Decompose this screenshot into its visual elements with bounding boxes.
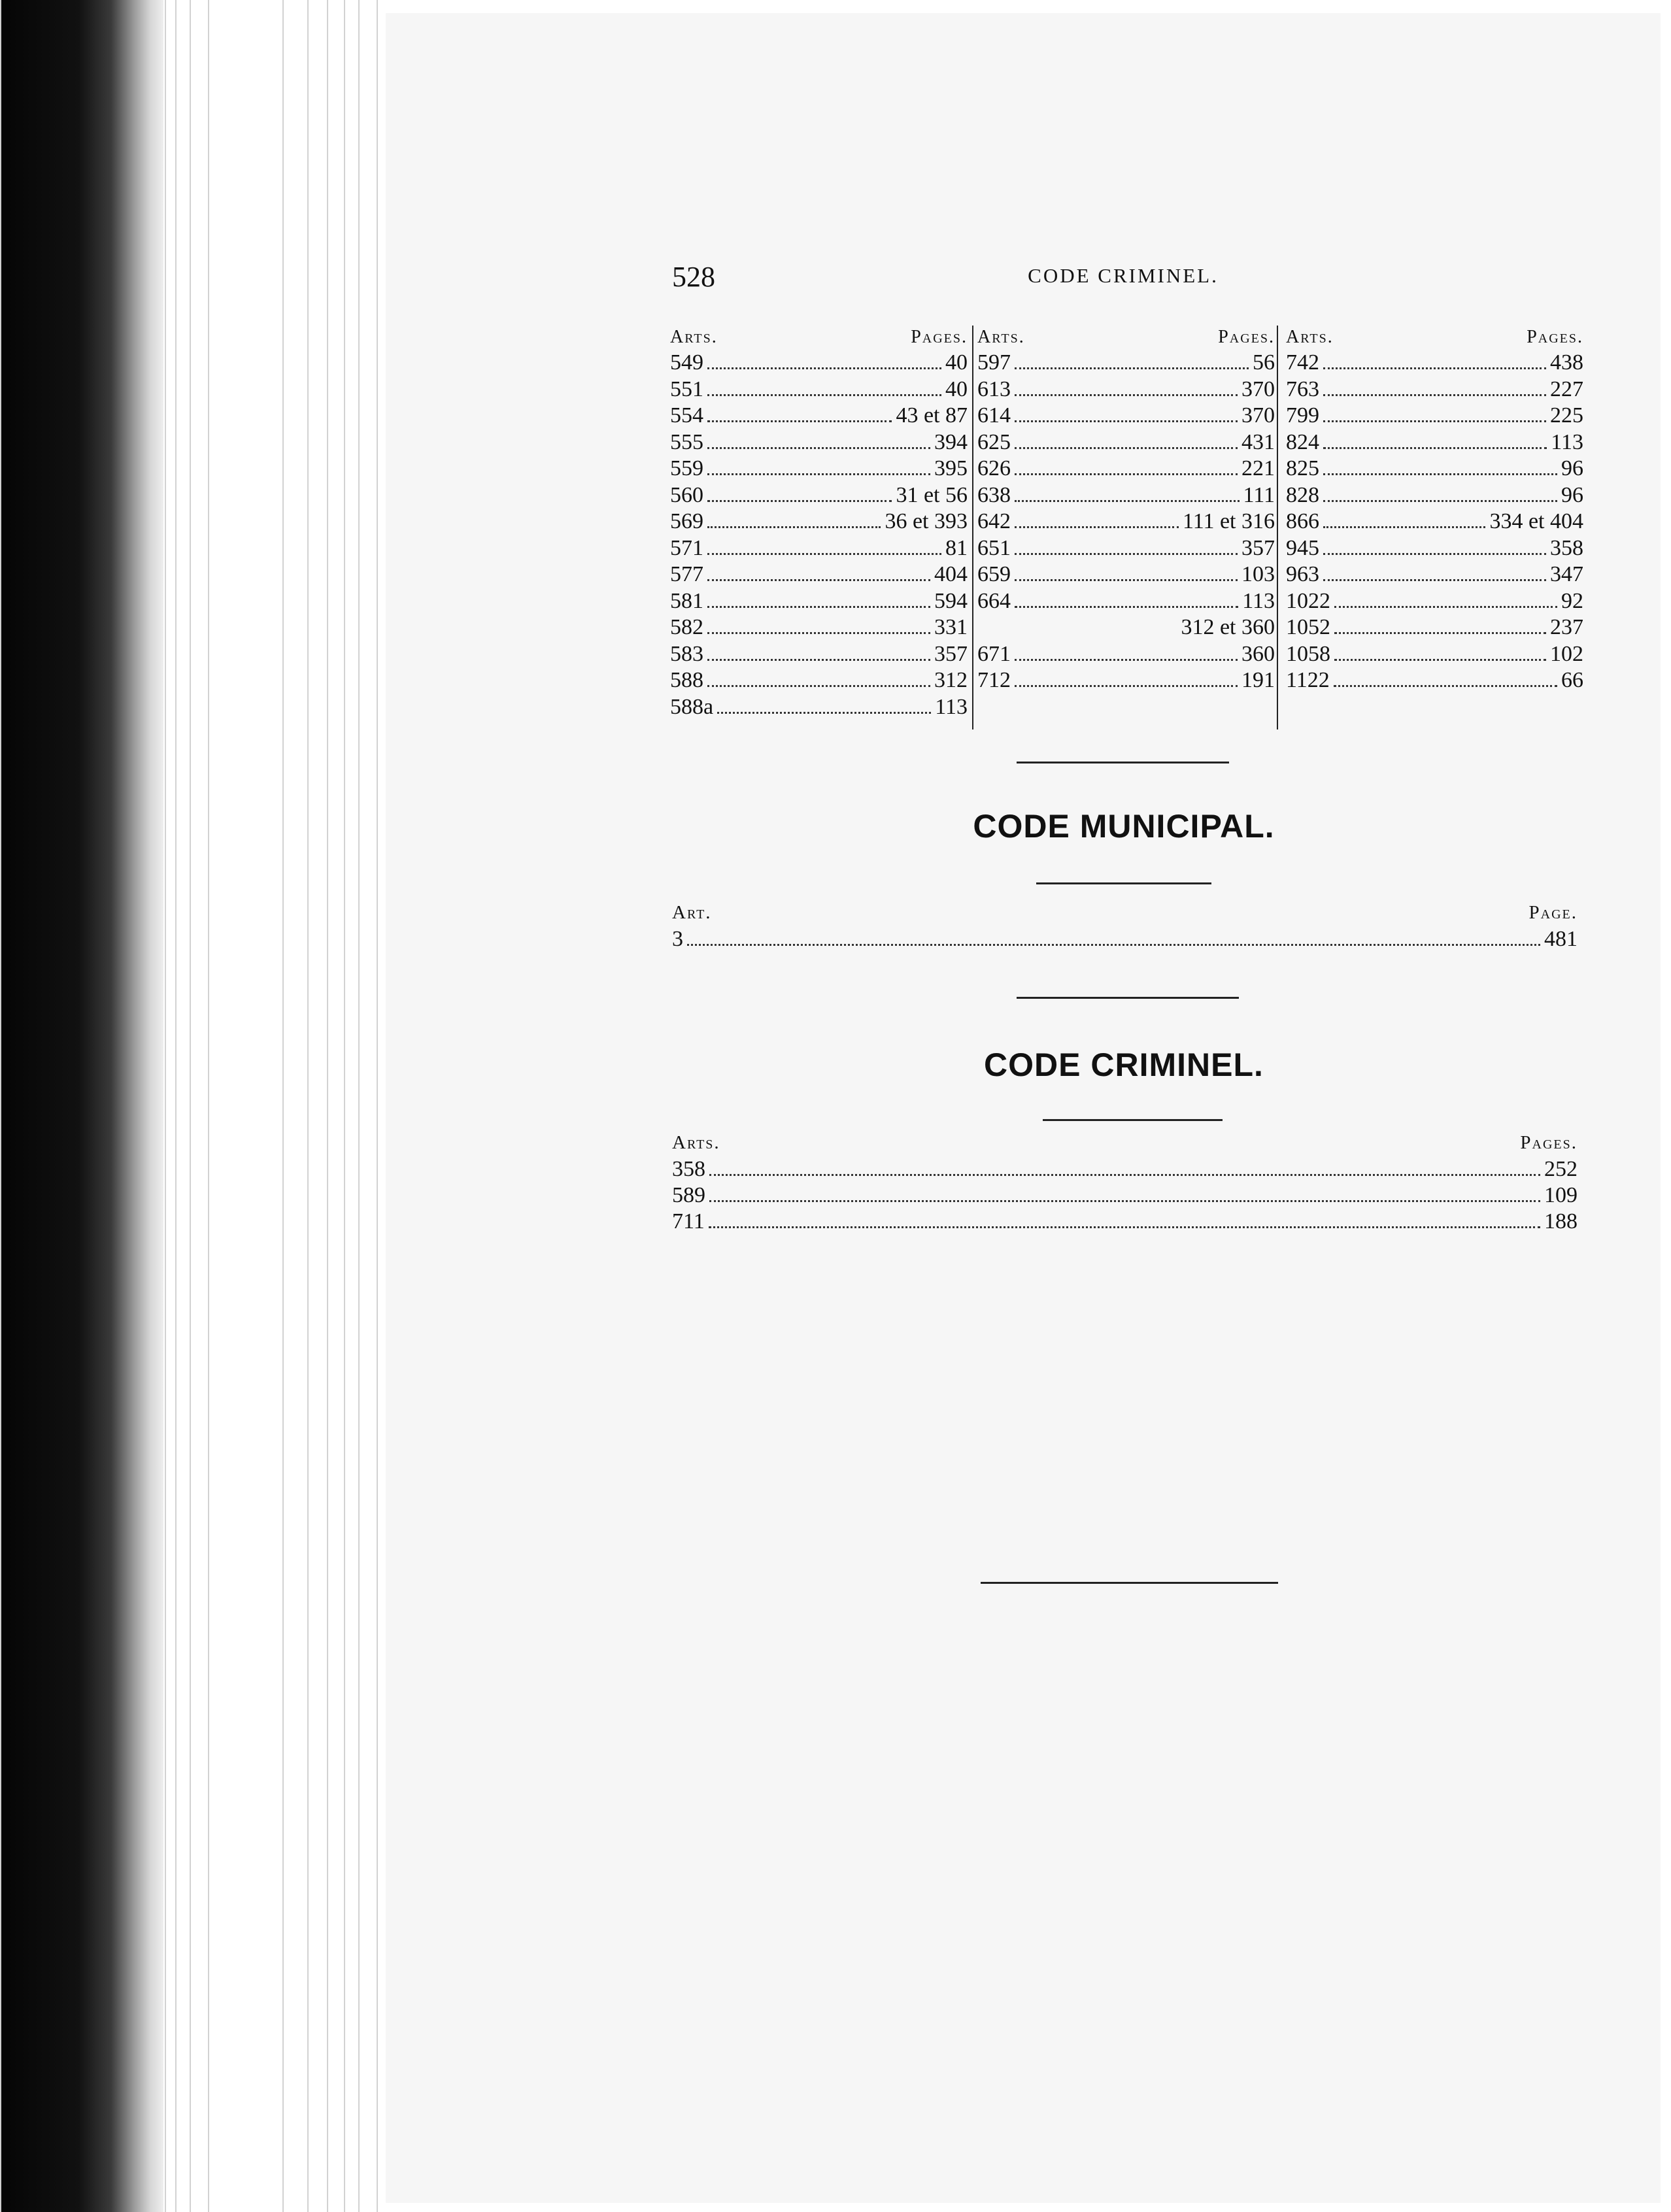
scan-edge (0, 0, 163, 2212)
dot-leader (1323, 473, 1557, 475)
article-number: 559 (670, 456, 703, 480)
article-number: 549 (670, 350, 703, 375)
dot-leader (1323, 553, 1546, 555)
page-reference: 31 et 56 (896, 482, 968, 507)
article-number: 763 (1286, 377, 1319, 401)
dot-leader (1334, 659, 1546, 661)
dot-leader (707, 659, 930, 661)
index-entry (672, 1157, 1578, 1183)
page-reference: 357 (934, 641, 968, 666)
article-number: 742 (1286, 350, 1319, 375)
article-number: 664 (977, 588, 1011, 613)
index-entry (1286, 403, 1583, 430)
page-reference: 113 (1551, 429, 1583, 454)
column-header-arts: Arts. (1286, 327, 1334, 347)
index-entry (670, 536, 968, 563)
index-entry (977, 456, 1275, 483)
index-entry (1286, 642, 1583, 669)
article-number: 588 (670, 668, 703, 692)
article-number: 799 (1286, 403, 1319, 427)
index-entry (1286, 430, 1583, 457)
dot-leader (707, 473, 930, 475)
page-reference: 111 et 316 (1182, 509, 1275, 533)
dot-leader (707, 500, 892, 502)
dot-leader (709, 1174, 1540, 1176)
dot-leader (1015, 394, 1238, 396)
column-header-pages: Pages. (1527, 327, 1583, 347)
dot-leader (1334, 632, 1546, 634)
index-entry (977, 668, 1275, 695)
page-reference: 481 (1544, 927, 1578, 951)
article-number: 577 (670, 562, 703, 586)
dot-leader (707, 367, 941, 369)
index-entry (670, 615, 968, 642)
section-title-code-criminel: CODE CRIMINEL. (984, 1047, 1264, 1083)
column-header (977, 326, 1275, 350)
page-reference: 394 (934, 429, 968, 454)
article-number: 358 (672, 1157, 705, 1181)
page-reference: 109 (1544, 1183, 1578, 1207)
page-stack-edge (175, 0, 177, 2212)
page-reference: 66 (1561, 668, 1583, 692)
page-reference: 358 (1550, 535, 1583, 560)
dot-leader (1015, 500, 1240, 502)
page-reference: 81 (945, 535, 968, 560)
page-reference: 102 (1550, 641, 1583, 666)
index-entry (1286, 589, 1583, 616)
index-entry (670, 642, 968, 669)
index-entry (672, 1183, 1578, 1209)
index-entry (977, 536, 1275, 563)
index-entry (1286, 562, 1583, 589)
column-header (1286, 326, 1583, 350)
index-entry (670, 350, 968, 377)
dot-leader (1323, 420, 1546, 422)
page-reference: 221 (1241, 456, 1275, 480)
article-number: 824 (1286, 429, 1319, 454)
article-number: 828 (1286, 482, 1319, 507)
index-entry (977, 589, 1275, 616)
article-number: 711 (672, 1209, 705, 1233)
article-number: 583 (670, 641, 703, 666)
page-stack-edge (358, 0, 360, 2212)
page-reference: 312 (934, 668, 968, 692)
page-reference: 103 (1241, 562, 1275, 586)
page-reference: 404 (934, 562, 968, 586)
article-number: 588a (670, 694, 714, 719)
page-reference: 113 (935, 694, 968, 719)
article-number: 642 (977, 509, 1011, 533)
index-entry (977, 483, 1275, 510)
code-municipal-index (672, 901, 1578, 953)
dot-leader (707, 420, 892, 422)
dot-leader (1015, 420, 1238, 422)
column-header (670, 326, 968, 350)
index-entry (670, 403, 968, 430)
index-entry (1286, 615, 1583, 642)
page-reference: 92 (1561, 588, 1583, 613)
article-number: 1122 (1286, 668, 1330, 692)
dot-leader (1334, 685, 1557, 687)
page-reference: 237 (1550, 615, 1583, 639)
article-number: 712 (977, 668, 1011, 692)
column-header-pages: Pages. (1520, 1132, 1578, 1153)
page-reference: 312 et 360 (1181, 615, 1275, 639)
article-number: 671 (977, 641, 1011, 666)
index-entry (670, 430, 968, 457)
index-entry (670, 589, 968, 616)
page-reference: 225 (1550, 403, 1583, 427)
page-reference: 111 (1243, 482, 1275, 507)
index-entry (670, 695, 968, 722)
page-reference: 252 (1544, 1157, 1578, 1181)
dot-leader (707, 394, 941, 396)
article-number: 1022 (1286, 588, 1330, 613)
article-number: 651 (977, 535, 1011, 560)
running-title: CODE CRIMINEL. (1028, 264, 1219, 287)
page-reference: 96 (1561, 482, 1583, 507)
index-entry (977, 403, 1275, 430)
page-reference: 331 (934, 615, 968, 639)
column-separator (1277, 326, 1278, 729)
section-title-code-municipal: CODE MUNICIPAL. (973, 808, 1275, 845)
dot-leader (709, 1200, 1540, 1202)
article-number: 555 (670, 429, 703, 454)
page-reference: 96 (1561, 456, 1583, 480)
code-criminel-index (672, 1131, 1578, 1235)
dot-leader (707, 606, 930, 608)
article-number: 659 (977, 562, 1011, 586)
index-entry (977, 562, 1275, 589)
dot-leader (1323, 447, 1547, 449)
column-header-pages: Pages. (911, 327, 968, 347)
index-entry (977, 377, 1275, 404)
dot-leader (687, 944, 1540, 946)
page-reference: 43 et 87 (896, 403, 968, 427)
dot-leader (1015, 447, 1238, 449)
index-column-1 (670, 326, 968, 721)
index-entry (1286, 483, 1583, 510)
dot-leader (1334, 606, 1557, 608)
page-reference: 334 et 404 (1489, 509, 1583, 533)
article-number: 613 (977, 377, 1011, 401)
article-number: 945 (1286, 535, 1319, 560)
column-separator (972, 326, 973, 729)
index-columns (670, 326, 1583, 731)
column-header-arts: Arts. (977, 327, 1025, 347)
column-header-pages: Page. (1528, 902, 1578, 923)
article-number: 1058 (1286, 641, 1330, 666)
end-rule (981, 1582, 1278, 1584)
dot-leader (1015, 367, 1249, 369)
index-entry (1286, 536, 1583, 563)
dot-leader (1015, 659, 1238, 661)
article-number: 825 (1286, 456, 1319, 480)
article-number: 963 (1286, 562, 1319, 586)
article-number: 554 (670, 403, 703, 427)
column-header-arts: Arts. (670, 327, 718, 347)
article-number: 551 (670, 377, 703, 401)
article-number: 866 (1286, 509, 1319, 533)
article-number: 614 (977, 403, 1011, 427)
dot-leader (1323, 394, 1546, 396)
index-entry (977, 509, 1275, 536)
index-column-2 (977, 326, 1275, 695)
index-entry (1286, 377, 1583, 404)
article-number: 625 (977, 429, 1011, 454)
page-reference: 438 (1550, 350, 1583, 375)
index-entry (670, 509, 968, 536)
divider-rule (1043, 1119, 1223, 1121)
page-reference: 40 (945, 377, 968, 401)
index-entry (672, 1209, 1578, 1235)
column-header (672, 1131, 1578, 1157)
page-stack-edge (307, 0, 309, 2212)
dot-leader (707, 447, 930, 449)
page-reference: 370 (1241, 403, 1275, 427)
dot-leader (707, 553, 941, 555)
index-entry (670, 483, 968, 510)
page-reference: 395 (934, 456, 968, 480)
page-reference: 431 (1241, 429, 1275, 454)
dot-leader (1323, 367, 1546, 369)
dot-leader (1015, 553, 1238, 555)
article-number: 597 (977, 350, 1011, 375)
divider-rule (1017, 762, 1229, 763)
index-entry (670, 377, 968, 404)
dot-leader (707, 579, 930, 581)
dot-leader (707, 526, 881, 528)
article-number: 589 (672, 1183, 705, 1207)
page-reference: 191 (1241, 668, 1275, 692)
dot-leader (709, 1226, 1540, 1228)
index-entry (977, 615, 1275, 642)
index-entry (977, 642, 1275, 669)
dot-leader (1015, 473, 1238, 475)
page-stack-edge (377, 0, 378, 2212)
index-entry (1286, 509, 1583, 536)
article-number: 560 (670, 482, 703, 507)
index-entry (977, 430, 1275, 457)
page-stack-edge (165, 0, 166, 2212)
page-reference: 360 (1241, 641, 1275, 666)
dot-leader (717, 712, 931, 714)
index-column-3 (1286, 326, 1583, 695)
page-reference: 36 et 393 (885, 509, 968, 533)
dot-leader (1015, 526, 1179, 528)
page-reference: 56 (1253, 350, 1275, 375)
article-number: 626 (977, 456, 1011, 480)
divider-rule (1017, 997, 1239, 999)
running-head (672, 260, 1574, 297)
page-stack-edge (190, 0, 191, 2212)
page-reference: 227 (1550, 377, 1583, 401)
dot-leader (1015, 606, 1238, 608)
dot-leader (1323, 500, 1557, 502)
article-number: 571 (670, 535, 703, 560)
column-header-arts: Art. (672, 902, 712, 923)
index-entry (670, 668, 968, 695)
page-reference: 347 (1550, 562, 1583, 586)
page-reference: 370 (1241, 377, 1275, 401)
page-reference: 113 (1242, 588, 1275, 613)
index-entry (672, 927, 1578, 953)
article-number: 3 (672, 927, 683, 951)
column-header-arts: Arts. (672, 1132, 720, 1153)
page-number: 528 (672, 261, 715, 293)
article-number: 638 (977, 482, 1011, 507)
index-entry (1286, 456, 1583, 483)
article-number: 581 (670, 588, 703, 613)
dot-leader (1015, 685, 1238, 687)
page-reference: 357 (1241, 535, 1275, 560)
column-header-pages: Pages. (1218, 327, 1275, 347)
index-entry (1286, 668, 1583, 695)
column-header (672, 901, 1578, 927)
divider-rule (1036, 882, 1211, 884)
article-number: 582 (670, 615, 703, 639)
article-number: 569 (670, 509, 703, 533)
index-entry (1286, 350, 1583, 377)
dot-leader (707, 632, 930, 634)
page-reference: 188 (1544, 1209, 1578, 1233)
page-reference: 40 (945, 350, 968, 375)
dot-leader (1323, 526, 1485, 528)
dot-leader (1015, 579, 1238, 581)
dot-leader (1323, 579, 1546, 581)
index-entry (670, 562, 968, 589)
index-entry (977, 350, 1275, 377)
page-stack-edge (208, 0, 209, 2212)
page-stack-edges (0, 0, 1, 2212)
article-number: 1052 (1286, 615, 1330, 639)
page-stack-edge (327, 0, 328, 2212)
dot-leader (707, 685, 930, 687)
page-stack-edge (282, 0, 284, 2212)
page-stack-edge (344, 0, 345, 2212)
page-reference: 594 (934, 588, 968, 613)
index-entry (670, 456, 968, 483)
